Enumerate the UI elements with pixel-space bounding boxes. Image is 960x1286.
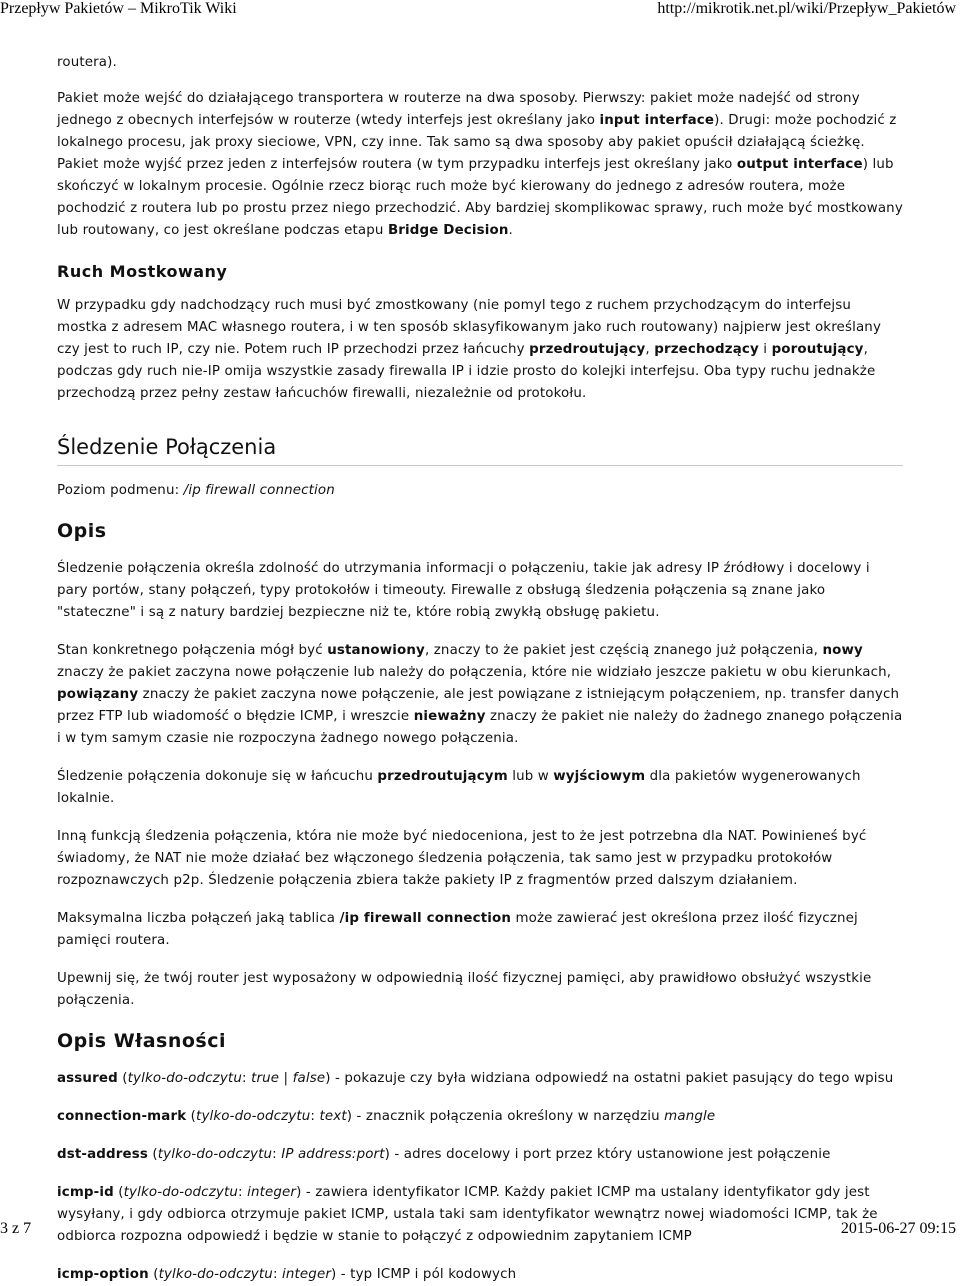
paragraph-opis-4: Inną funkcją śledzenia połączenia, która nie może być niedoceniona, jest to że jest potrzebna dla NAT. Powinieneś być świadomy, że NAT nie może działać bez włączonego śledzenia połączenia, tak samo jest w przypadku protokołów rozpoznawczych p2p. Śledzenie połączenia zbiera także pakiety IP z fragmentów przed dalszym działaniem. — [57, 829, 867, 888]
paragraph-opis-6: Upewnij się, że twój router jest wyposażony w odpowiednią ilość fizycznej pamięci, aby prawidłowo obsłużyć wszystkie połączenia. — [57, 971, 872, 1008]
page-header — [0, 0, 960, 20]
property-item: connection-mark (tylko-do-odczytu: text) - znacznik połączenia określony w narzędziu mangle — [57, 1109, 716, 1124]
print-timestamp: 2015-06-27 09:15 — [840, 1220, 956, 1237]
state-nowy: nowy — [822, 643, 863, 658]
heading-ruch-mostkowany: Ruch Mostkowany — [57, 262, 228, 281]
property-name: dst-address — [57, 1147, 148, 1162]
paragraph-opis-2: Stan konkretnego połączenia mógł być ustanowiony, znaczy to że pakiet jest częścią znanego już połączenia, nowy znaczy że pakiet zaczyna nowe połączenie lub należy do połączenia, które nie widziało jeszcze pakietu w obu kierunkach, powiązany znaczy że pakiet zaczyna nowe połączenie, ale jest powiązane z istniejącym połączeniem, np. transfer danych przez FTP lub wiadomość o błędzie ICMP, i wreszcie nieważny znaczy że pakiet nie należy do żadnego znanego połączenia i w tym samym czasie nie rozpoczyna żadnego nowego połączenia. — [57, 643, 903, 746]
property-item: icmp-option (tylko-do-odczytu: integer) - typ ICMP i pól kodowych — [57, 1267, 517, 1282]
property-item: assured (tylko-do-odczytu: true | false) - pokazuje czy była widziana odpowiedź na ostatni pakiet pasujący do tego wpisu — [57, 1071, 894, 1086]
property-item: dst-address (tylko-do-odczytu: IP address:port) - adres docelowy i port przez który ustanowione jest połączenie — [57, 1147, 831, 1162]
term-bridge-decision: Bridge Decision — [387, 223, 509, 238]
paragraph-opis-5: Maksymalna liczba połączeń jaką tablica /ip firewall connection może zawierać jest określona przez ilość fizycznej pamięci routera. — [57, 911, 858, 948]
heading-opis: Opis — [57, 520, 107, 542]
property-name: icmp-id — [57, 1185, 114, 1200]
heading-opis-wlasnosci: Opis Własności — [57, 1030, 226, 1052]
property-item: icmp-id (tylko-do-odczytu: integer) - zawiera identyfikator ICMP. Każdy pakiet ICMP ma ustalany identyfikator gdy jest wysyłany, i gdy odbiorca otrzymuje pakiet ICMP, ustala taki sam identyfikator wewnątrz nowej wiadomości ICMP, tak że odbiorca rozpozna odpowiedź i będzie w stanie to połączyć z odpowiednim zapytaniem ICMP — [57, 1185, 878, 1244]
term-output-interface: output interface — [736, 157, 863, 172]
paragraph-opis-3: Śledzenie połączenia dokonuje się w łańcuchu przedroutującym lub w wyjściowym dla pakietów wygenerowanych lokalnie. — [57, 769, 861, 806]
term-przedroutujacy: przedroutujący — [529, 342, 646, 357]
term-przechodzacy: przechodzący — [654, 342, 759, 357]
property-name: connection-mark — [57, 1109, 187, 1124]
state-powiazany: powiązany — [57, 687, 139, 702]
state-niewazny: nieważny — [413, 709, 486, 724]
heading-sledzenie-polaczenia: Śledzenie Połączenia — [57, 435, 903, 466]
term-poroutujacy: poroutujący — [771, 342, 864, 357]
property-list — [57, 1068, 903, 1286]
term-input-interface: input interface — [599, 113, 715, 128]
page-footer — [0, 1220, 960, 1238]
state-ustanowiony: ustanowiony — [327, 643, 425, 658]
page-header-url: http://mikrotik.net.pl/wiki/Przepływ_Pakietów — [657, 0, 956, 17]
submenu-path: /ip firewall connection — [183, 483, 335, 498]
paragraph-submenu: Poziom podmenu: /ip firewall connection — [57, 483, 335, 498]
paragraph-intro: Pakiet może wejść do działającego transportera w routerze na dwa sposoby. Pierwszy: pakiet może nadejść od strony jednego z obecnych interfejsów w routerze (wtedy interfejs jest określany jako input interface). Drugi: może pochodzić z lokalnego procesu, jak proxy sieciowe, VPN, czy inne. Tak samo są dwa sposoby aby pakiet opuścił działającą ścieżkę. Pakiet może wyjść przez jeden z interfejsów routera (w tym przypadku interfejs jest określany jako output interface) lub skończyć w lokalnym procesie. Ogólnie rzecz biorąc ruch może być kierowany do jednego z adresów routera, może pochodzić z routera lub po prostu przez niego przechodzić. Aby bardziej skomplikowac sprawy, ruch może być mostkowany lub routowany, co jest określane podczas etapu Bridge Decision. — [57, 91, 903, 238]
paragraph-opis-1: Śledzenie połączenia określa zdolność do utrzymania informacji o połączeniu, takie jak adresy IP źródłowy i docelowy i pary portów, stany połączeń, typy protokołów i timeouty. Firewalle z obsługą śledzenia połączenia są znane jako "stateczne" i są z natury bardziej bezpieczne niż te, które robią zwykłą obsługę pakietu. — [57, 561, 870, 620]
term-przedroutujacym: przedroutującym — [377, 769, 508, 784]
property-name: assured — [57, 1071, 118, 1086]
paragraph-router: routera). — [57, 55, 117, 70]
property-name: icmp-option — [57, 1267, 149, 1282]
term-ip-firewall-connection: /ip firewall connection — [339, 911, 512, 926]
term-wyjsciowym: wyjściowym — [553, 769, 646, 784]
article-content — [57, 52, 903, 1286]
paragraph-ruch: W przypadku gdy nadchodzący ruch musi być zmostkowany (nie pomyl tego z ruchem przychodzącym do interfejsu mostka z adresem MAC własnego routera, i w ten sposób sklasyfikowanym jako ruch routowany) najpierw jest określany czy jest to ruch IP, czy nie. Potem ruch IP przechodzi przez łańcuchy przedroutujący, przechodzący i poroutujący, podczas gdy ruch nie-IP omija wszystkie zasady firewalla IP i idzie prosto do kolejki interfejsu. Oba typy ruchu jednakże przechodzą przez pełny zestaw łańcuchów firewalli, niezależnie od protokołu. — [57, 298, 882, 401]
page-number: 3 z 7 — [0, 1220, 32, 1237]
page-header-title: Przepływ Pakietów – MikroTik Wiki — [0, 0, 237, 17]
